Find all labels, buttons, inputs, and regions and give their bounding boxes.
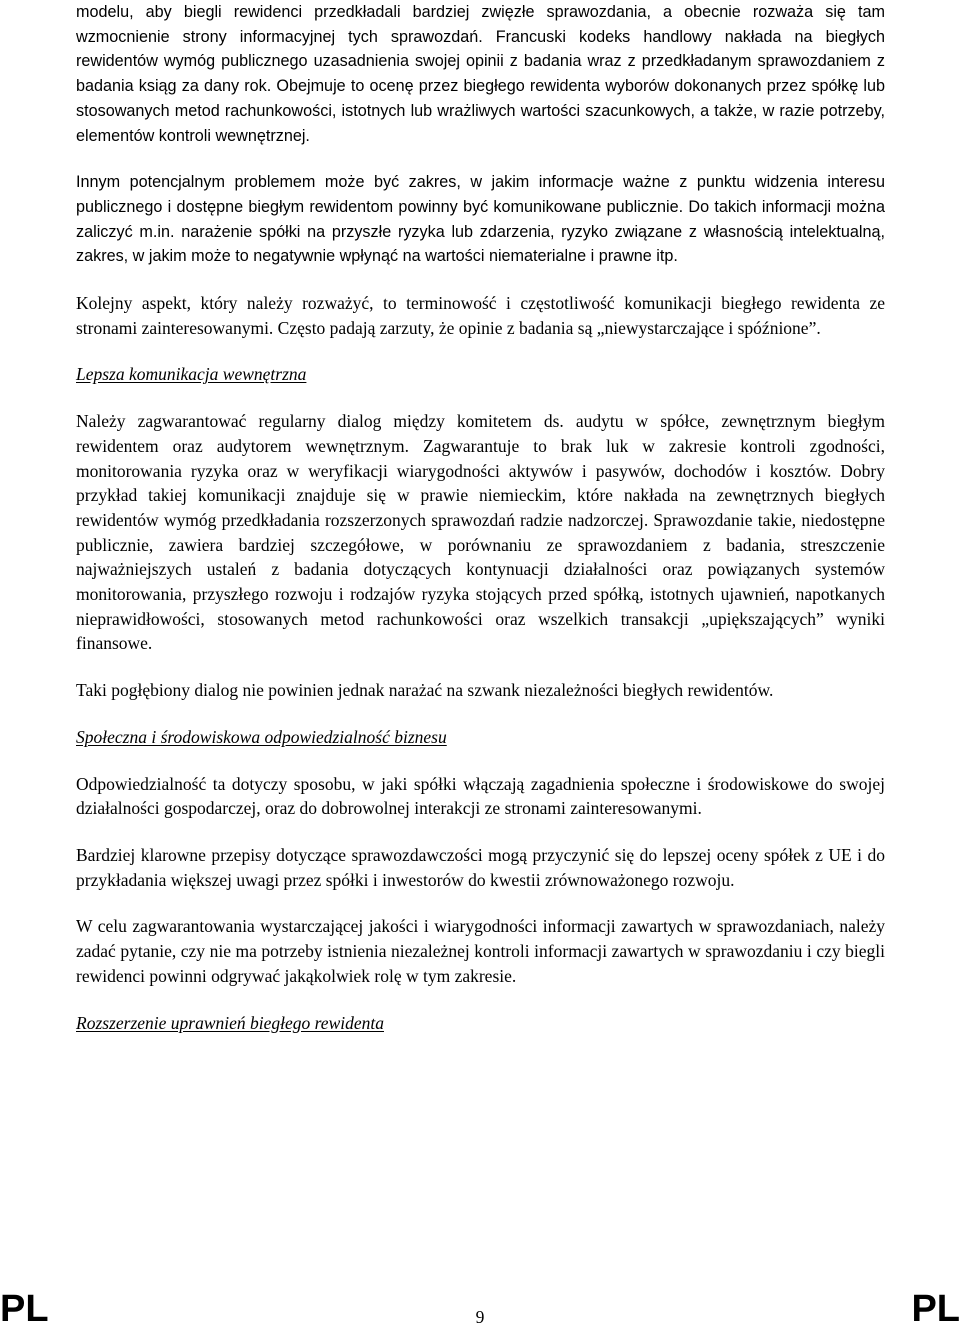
section-heading-auditor-powers: Rozszerzenie uprawnień biegłego rewidenta xyxy=(76,1012,384,1033)
paragraph-public-interest-info: Innym potencjalnym problemem może być zakres, w jakim informacje ważne z punktu widzenia interesu publicznego i dostępne biegłym rewidentom powinny być komunikowane publicznie. Do takich informacji można zaliczyć m.in. narażenie spółki na przyszłe ryzyka lub zdarzenia, ryzyko związane z własnością intelektualną, zakres, w jakim może to negatywnie wpłynąć na wartości niematerialne i prawne itp. xyxy=(76,173,885,266)
paragraph-csr-definition: Odpowiedzialność ta dotyczy sposobu, w jaki spółki włączają zagadnienia społeczne i środowiskowe do swojej działalności gospodarczej, oraz do dobrowolnej interakcji ze stronami zainteresowanymi. xyxy=(76,773,885,819)
page-number: 9 xyxy=(475,1307,485,1327)
paragraph-timeliness: Kolejny aspekt, który należy rozważyć, to terminowość i częstotliwość komunikacji biegłego rewidenta ze stronami zainteresowanymi. Często padają zarzuty, że opinie z badania są „niewystarczające i spóźnione”. xyxy=(76,293,885,338)
section-heading-csr: Społeczna i środowiskowa odpowiedzialność biznesu xyxy=(76,726,447,747)
paragraph-french-code: modelu, aby biegli rewidenci przedkładali bardziej zwięzłe sprawozdania, a obecnie rozważa się tam wzmocnienie strony informacyjnej tych sprawozdań. Francuski kodeks handlowy nakłada na biegłych rewidentów wymóg publicznego uzasadnienia swojej opinii z badania wraz z przedkładanym sprawozdaniem z badania ksiąg za dany rok. Obejmuje to ocenę przez biegłego rewidenta wyborów dokonanych przez spółkę lub stosowanych metod rachunkowości, istotnych lub wrażliwych wartości szacunkowych, a także, w razie potrzeby, elementów kontroli wewnętrznej. xyxy=(76,3,885,145)
paragraph-clearer-rules: Bardziej klarowne przepisy dotyczące sprawozdawczości mogą przyczynić się do lepszej oceny spółek z UE i do przykładania większej uwagi przez spółki i inwestorów do kwestii zrównoważonego rozwoju. xyxy=(76,844,885,890)
paragraph-regular-dialog: Należy zagwarantować regularny dialog między komitetem ds. audytu w spółce, zewnętrznym biegłym rewidentem oraz audytorem wewnętrznym. Zagwarantuje to brak luk w zakresie kontroli zgodności, monitorowania ryzyka oraz w weryfikacji wiarygodności aktywów i pasywów, dochodów i kosztów. Dobry przykład takiej komunikacji znajduje się w prawie niemieckim, które nakłada na zewnętrznych biegłych rewidentów wymóg przedkładania rozszerzonych sprawozdań radzie nadzorczej. Sprawozdanie takie, niedostępne publicznie, zawiera bardziej szczegółowe, w porównaniu ze sprawozdaniem z badania, streszczenie najważniejszych ustaleń z badania dotyczących kontynuacji działalności oraz powiązanych systemów monitorowania, przyszłego rozwoju i rodzajów ryzyka stojących przed spółką, istotnych ujawnień, napotkanych nieprawidłowości, stosowanych metod rachunkowości oraz wszelkich transakcji „upiększających” wyniki finansowe. xyxy=(76,411,885,654)
section-heading-internal-communication: Lepsza komunikacja wewnętrzna xyxy=(76,364,307,385)
paragraph-quality-assurance: W celu zagwarantowania wystarczającej jakości i wiarygodności informacji zawartych w sprawozdaniach, należy zadać pytanie, czy nie ma potrzeby istnienia niezależnej kontroli informacji zawartych w sprawozdaniu i czy biegli rewidenci powinni odgrywać jakąkolwiek rolę w tym zakresie. xyxy=(76,916,885,986)
footer-language-code-right: PL xyxy=(911,1288,960,1330)
document-body xyxy=(76,0,885,1057)
paragraph-independence: Taki pogłębiony dialog nie powinien jednak narażać na szwank niezależności biegłych rewidentów. xyxy=(76,680,774,701)
footer-language-code-left: PL xyxy=(0,1288,49,1330)
